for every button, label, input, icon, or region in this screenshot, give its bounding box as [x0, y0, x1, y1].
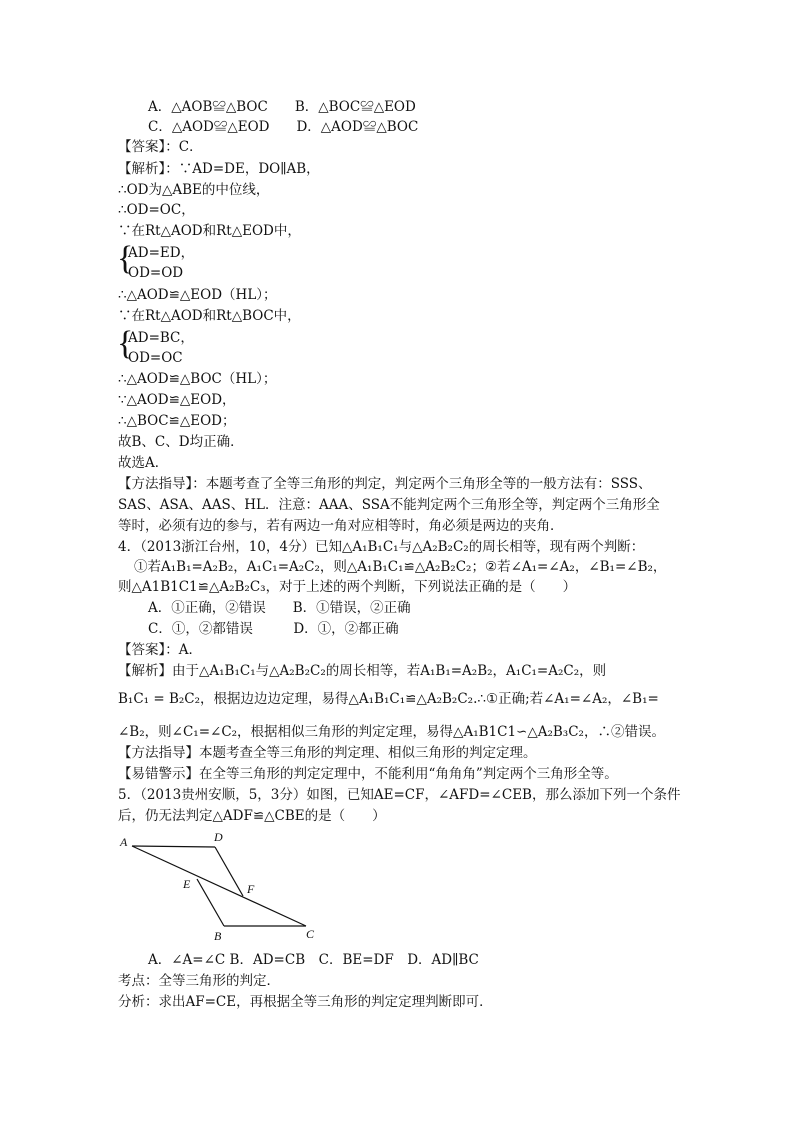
question-5-stem: 后，仍无法判定△ADF≌△CBE的是（ ）	[118, 808, 386, 824]
question-4-stem: 4．（2013浙江台州，10，4分）已知△A₁B₁C₁与△A₂B₂C₂的周长相等，现有两个判断：	[118, 539, 645, 555]
key-point-line: 考点：全等三角形的判定．	[118, 973, 280, 989]
system-brace: {	[117, 325, 134, 362]
geometry-figure	[110, 826, 330, 944]
system-equation: AD=BC，	[128, 330, 194, 346]
solution-line: ∴△BOC≌△EOD；	[118, 413, 236, 429]
point-label-f: F	[247, 882, 255, 896]
question-5-stem: 5．（2013贵州安顺，5，3分）如图，已知AE=CF，∠AFD=∠CEB，那么添加下列一个条件	[118, 787, 681, 803]
segment-ad	[132, 846, 215, 847]
point-label-c: C	[306, 927, 315, 941]
segment-df	[215, 847, 243, 896]
error-warning-line: 【易错警示】在全等三角形的判定定理中，不能利用“角角角”判定两个三角形全等。	[118, 766, 618, 782]
solution-line: 故选A．	[118, 455, 169, 471]
system-equation: AD=ED，	[128, 245, 195, 261]
system-equation: OD=OC	[128, 350, 183, 366]
analysis-line: B₁C₁ = B₂C₂，根据边边边定理，易得△A₁B₁C₁≌△A₂B₂C₂.∴①正确;若∠A₁=∠A₂，∠B₁=	[118, 691, 659, 707]
segment-ac	[132, 846, 306, 926]
question-4-options: A．①正确，②错误 B．①错误，②正确	[148, 600, 411, 616]
option-line-ab: A．△AOB≌△BOC B．△BOC≌△EOD	[148, 99, 416, 115]
question-4-stem: ①若A₁B₁=A₂B₂，A₁C₁=A₂C₂，则△A₁B₁C₁≌△A₂B₂C₂；②若∠A₁=∠A₂，∠B₁=∠B₂，	[134, 559, 667, 575]
method-guide-line: SAS、ASA、AAS、HL．注意：AAA、SSA不能判定两个三角形全等，判定两个三角形全	[118, 497, 660, 513]
point-label-d: D	[214, 830, 223, 844]
question-4-stem: 则△A1B1C1≌△A₂B₂C₃，对于上述的两个判断，下列说法正确的是（ ）	[118, 579, 577, 595]
system-equation: OD=OD	[128, 265, 184, 281]
point-label-e: E	[183, 877, 191, 891]
solution-line: ∴OD为△ABE的中位线，	[118, 182, 270, 198]
answer-line: 【答案】：A．	[118, 642, 202, 658]
solution-line: 故B、C、D均正确．	[118, 434, 244, 450]
solution-line: ∵△AOD≌△EOD，	[118, 392, 236, 408]
solution-line: ∴△AOD≌△EOD（HL）；	[118, 287, 277, 303]
point-label-b: B	[214, 929, 222, 943]
system-brace: {	[117, 240, 134, 277]
option-line-cd: C．△AOD≌△EOD D．△AOD≌△BOC	[148, 119, 419, 135]
question-5-options: A．∠A=∠C B．AD=CB C．BE=DF D．AD∥BC	[148, 952, 479, 968]
analysis-line: ∠B₂，则∠C₁=∠C₂，根据相似三角形的判定定理，易得△A₁B1C1∽△A₂B₃C₂，∴②错误。	[118, 724, 665, 740]
method-guide-line: 【方法指导】本题考查全等三角形的判定理、相似三角形的判定定理。	[118, 745, 537, 761]
analysis-line: 【解析】由于△A₁B₁C₁与△A₂B₂C₂的周长相等，若A₁B₁=A₂B₂，A₁C₁=A₂C₂，则	[118, 663, 607, 679]
answer-line: 【答案】：C．	[118, 139, 203, 155]
question-4-options: C．①，②都错误 D．①，②都正确	[148, 621, 399, 637]
solution-line: ∴OD=OC，	[118, 202, 195, 218]
method-guide-line: 【方法指导】：本题考查了全等三角形的判定，判定两个三角形全等的一般方法有：SSS、	[118, 476, 652, 492]
analysis-line: 分析：求出AF=CE，再根据全等三角形的判定定理判断即可．	[118, 994, 493, 1010]
solution-line: ∵在Rt△AOD和Rt△BOC中，	[118, 308, 301, 324]
solution-line: ∵在Rt△AOD和Rt△EOD中，	[118, 223, 301, 239]
solution-line: ∴△AOD≌△BOC（HL）；	[118, 371, 277, 387]
method-guide-line: 等时，必须有边的参与，若有两边一角对应相等时，角必须是两边的夹角．	[118, 518, 564, 534]
point-label-a: A	[120, 835, 128, 849]
analysis-line: 【解析】：∵AD=DE，DO∥AB，	[118, 161, 320, 177]
